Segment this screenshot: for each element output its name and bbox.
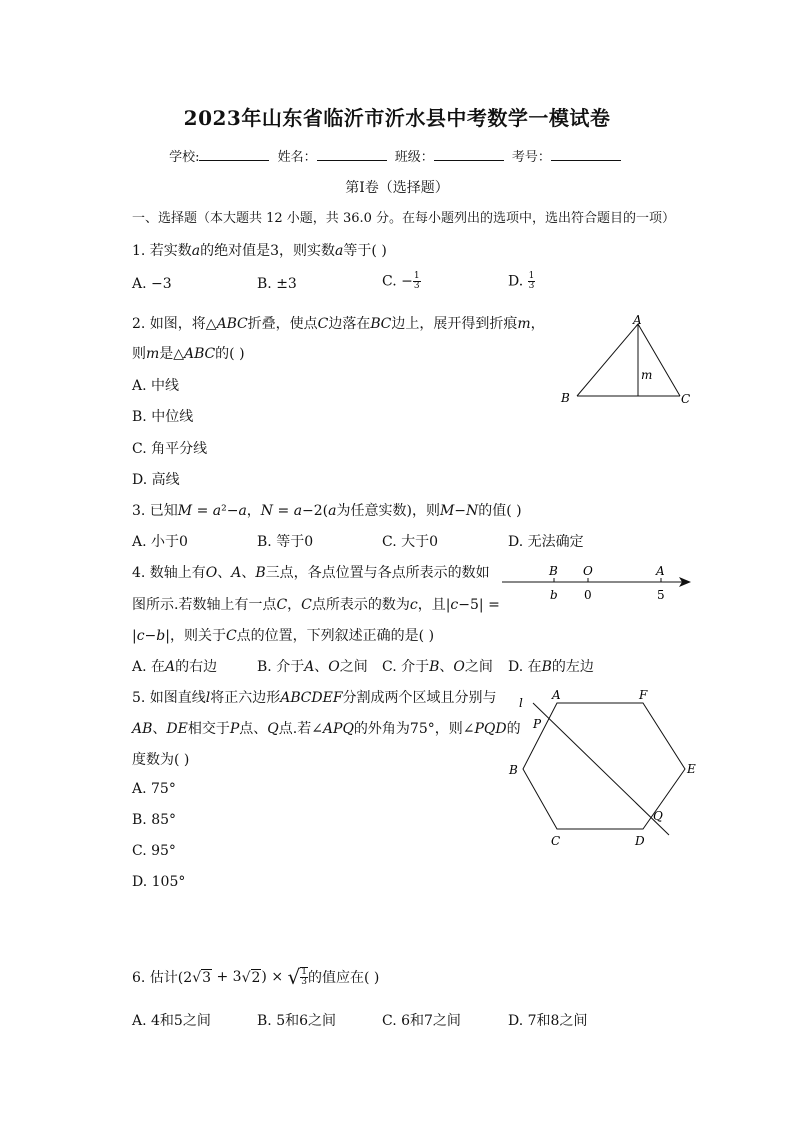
label-hex-p: P: [533, 717, 542, 731]
q3-option-c: C. 大于0: [382, 534, 439, 550]
label-a: A: [633, 313, 642, 327]
sqrt-3: √ 3: [192, 969, 212, 986]
q1-option-d: D. $\frac{1}{3}$: [508, 271, 535, 291]
q6-option-d: D. 7和8之间: [508, 1013, 588, 1029]
sqrt-2: √ 2: [241, 969, 261, 986]
label-hex-q: Q: [653, 809, 663, 823]
label-value-0: 0: [584, 588, 592, 602]
q4-option-b: B. 介于𝐴、𝑂之间: [257, 659, 368, 675]
school-blank: [199, 148, 269, 161]
question-4-line-1: 4. 数轴上有𝑂、𝐴、𝐵三点，各点位置与各点所表示的数如: [132, 565, 490, 581]
label-hex-b: B: [509, 763, 518, 777]
label-point-b: B: [549, 564, 558, 578]
question-4-line-2: 图所示.若数轴上有一点𝐶，𝐶点所表示的数为𝑐，且|𝑐−5| =: [132, 597, 500, 613]
triangle-figure: [555, 312, 705, 412]
label-value-5: 5: [657, 588, 665, 602]
q4-option-a: A. 在𝐴的右边: [132, 659, 218, 675]
class-blank: [434, 148, 504, 161]
hexagon-figure: [505, 683, 705, 853]
q3-option-b: B. 等于0: [257, 534, 314, 550]
number-label: 考号：: [511, 150, 551, 165]
label-c: C: [681, 392, 691, 406]
label-l: l: [519, 696, 523, 710]
question-5-line-1: 5. 如图直线𝑙将正六边形𝐴𝐵𝐶𝐷𝐸𝐹分割成两个区域且分别与: [132, 690, 497, 706]
side-ab: [577, 324, 638, 396]
question-4-line-3: |𝑐−𝑏|，则关于𝐶点的位置，下列叙述正确的是( ): [132, 628, 435, 644]
question-2-line-1: 2. 如图，将△𝐴𝐵𝐶折叠，使点𝐶边落在𝐵𝐶边上，展开得到折痕𝑚，: [132, 316, 545, 332]
q3-option-a: A. 小于0: [132, 534, 188, 550]
section-heading: 一、选择题（本大题共 12 小题，共 36.0 分。在每小题列出的选项中，选出符合题目的一项）: [132, 211, 676, 226]
student-info-line: [0, 146, 794, 165]
q2-option-c: C. 角平分线: [132, 441, 208, 457]
q3-option-d: D. 无法确定: [508, 534, 584, 550]
school-label: 学校:: [169, 150, 200, 165]
q6-option-c: C. 6和7之间: [382, 1013, 461, 1029]
label-m: m: [641, 368, 653, 382]
page-title: 2023年山东省临沂市沂水县中考数学一模试卷: [183, 106, 611, 130]
label-value-b: b: [550, 588, 558, 602]
volume-heading: 第Ⅰ卷（选择题）: [345, 180, 449, 196]
side-ac: [638, 324, 680, 396]
label-point-o: O: [583, 564, 593, 578]
label-hex-a: A: [552, 688, 561, 702]
question-2-line-2: 则𝑚是△𝐴𝐵𝐶的( ): [132, 346, 245, 362]
q6-option-b: B. 5和6之间: [257, 1013, 337, 1029]
name-blank: [317, 148, 387, 161]
q4-option-d: D. 在𝐵的左边: [508, 659, 594, 675]
q1-option-b: B. ±3: [257, 276, 297, 292]
q5-option-b: B. 85°: [132, 812, 177, 828]
q5-option-c: C. 95°: [132, 843, 176, 859]
q2-option-a: A. 中线: [132, 378, 180, 394]
q1-option-c: C. − $\frac{1}{3}$: [382, 271, 420, 291]
line-l: [533, 703, 669, 835]
q2-option-b: B. 中位线: [132, 409, 194, 425]
sqrt-fraction: √ $\frac{1}{3}$: [287, 965, 307, 989]
question-5-line-2: 𝐴𝐵、𝐷𝐸相交于𝑃点、𝑄点.若∠𝐴𝑃𝑄的外角为75°，则∠𝑃𝑄𝐷的: [132, 721, 521, 737]
label-hex-c: C: [551, 834, 561, 848]
q4-option-c: C. 介于𝐵、𝑂之间: [382, 659, 493, 675]
number-line-figure: [500, 560, 696, 608]
q6-option-a: A. 4和5之间: [132, 1013, 211, 1029]
name-label: 姓名：: [277, 150, 317, 165]
label-b: B: [561, 391, 570, 405]
q5-option-d: D. 105°: [132, 874, 186, 890]
label-point-a: A: [656, 564, 665, 578]
class-label: 班级：: [394, 150, 434, 165]
question-3: 3. 已知𝑀 = 𝑎²−𝑎，𝑁 = 𝑎−2(𝑎为任意实数)，则𝑀−𝑁的值( ): [132, 503, 522, 519]
number-blank: [551, 148, 621, 161]
question-6: 6. 估计(2 √ 3 + 3 √ 2 ) × √ $\frac{1}{3}$ 的值应在( ): [132, 965, 380, 989]
question-1: 1. 若实数𝑎的绝对值是3，则实数𝑎等于( ): [132, 243, 387, 259]
question-5-line-3: 度数为( ): [132, 752, 190, 768]
q2-option-d: D. 高线: [132, 472, 180, 488]
q1-option-a: A. −3: [132, 276, 172, 292]
label-hex-d: D: [635, 834, 645, 848]
label-hex-f: F: [639, 688, 648, 702]
label-hex-e: E: [687, 762, 696, 776]
q5-option-a: A. 75°: [132, 781, 176, 797]
